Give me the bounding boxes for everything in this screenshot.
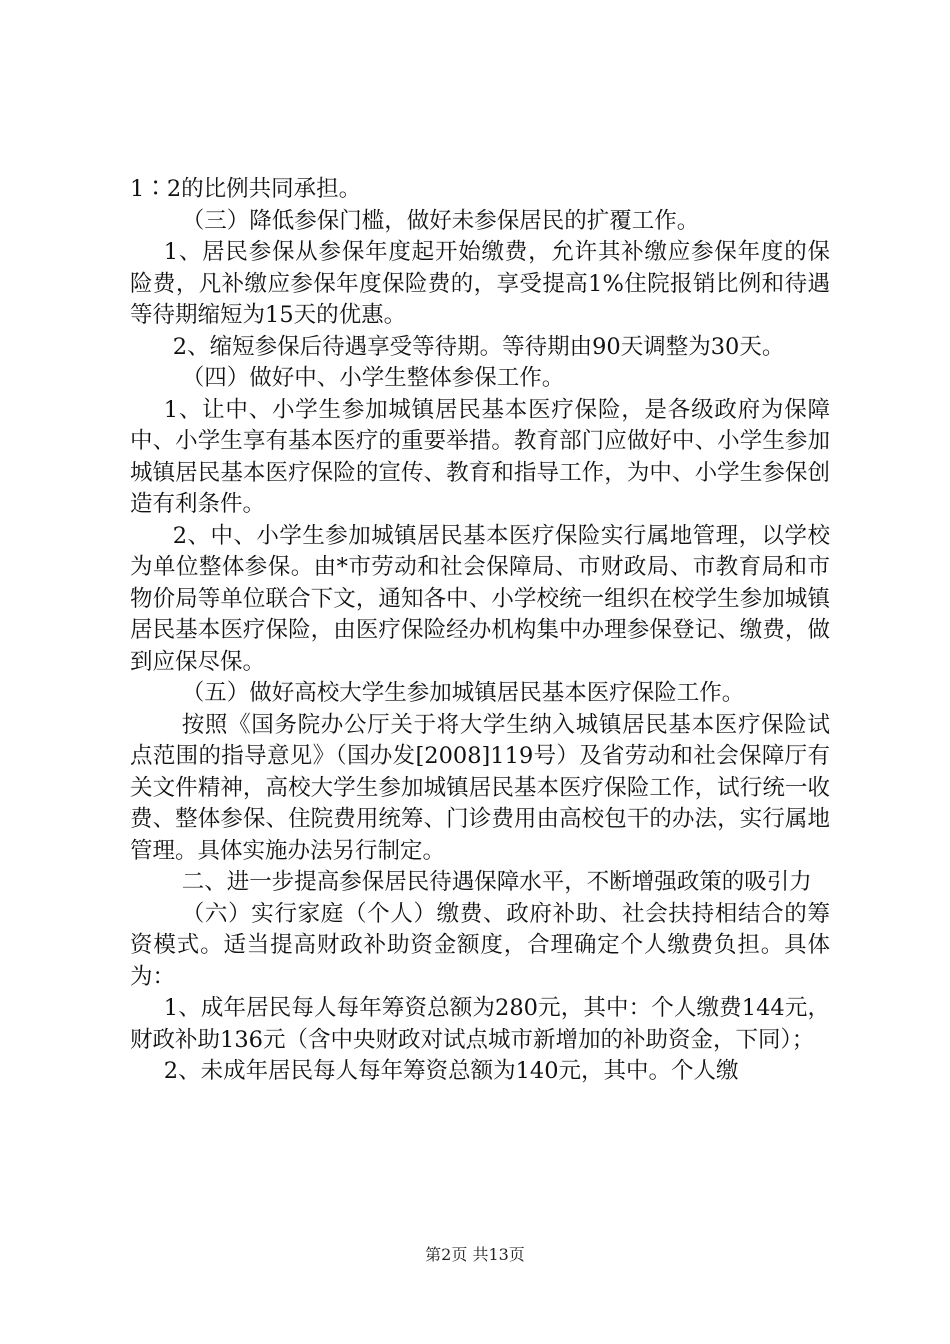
paragraph-continuation: 1∶2的比例共同承担。 (130, 176, 362, 202)
paragraph-6-1: 1、成年居民每人每年筹资总额为280元，其中：个人缴费144元，财政补助136元（含中央财政对试点城市新增加的补助资金，下同）； (130, 995, 830, 1053)
paragraph-3-2: 2、缩短参保后待遇享受等待期。等待期由90天调整为30天。 (172, 333, 785, 360)
page-footer (0, 1245, 950, 1265)
paragraph-4-1: 1、让中、小学生参加城镇居民基本医疗保险，是各级政府为保障中、小学生享有基本医疗的重要举措。教育部门应做好中、小学生参加城镇居民基本医疗保险的宣传、教育和指导工作，为中、小学生参保创造有利条件。 (130, 396, 830, 517)
chapter-heading-2: 二、进一步提高参保居民待遇保障水平，不断增强政策的吸引力 (181, 869, 812, 895)
section-heading-5: （五）做好高校大学生参加城镇居民基本医疗保险工作。 (181, 680, 745, 706)
paragraph-6-2: 2、未成年居民每人每年筹资总额为140元，其中。个人缴 (163, 1058, 739, 1084)
document-body (130, 174, 830, 1088)
section-heading-6: （六）实行家庭（个人）缴费、政府补助、社会扶持相结合的筹资模式。适当提高财政补助资金额度，合理确定个人缴费负担。具体为： (130, 900, 830, 990)
paragraph-4-2: 2、中、小学生参加城镇居民基本医疗保险实行属地管理，以学校为单位整体参保。由*市劳动和社会保障局、市财政局、市教育局和市物价局等单位联合下文，通知各中、小学校统一组织在校学生参加城镇居民基本医疗保险，由医疗保险经办机构集中办理参保登记、缴费，做到应保尽保。 (130, 522, 830, 675)
section-heading-3: （三）降低参保门槛，做好未参保居民的扩覆工作。 (181, 207, 700, 234)
page-number: 第2页 共13页 (425, 1245, 525, 1264)
paragraph-3-1: 1、居民参保从参保年度起开始缴费，允许其补缴应参保年度的保险费，凡补缴应参保年度保险费的，享受提高1%住院报销比例和待遇等待期缩短为15天的优惠。 (130, 239, 830, 328)
paragraph-5-1: 按照《国务院办公厅关于将大学生纳入城镇居民基本医疗保险试点范围的指导意见》（国办发[2008]119号）及省劳动和社会保障厅有关文件精神，高校大学生参加城镇居民基本医疗保险工作，试行统一收费、整体参保、住院费用统筹、门诊费用由高校包干的办法，实行属地管理。具体实施办法另行制定。 (130, 711, 830, 864)
section-heading-4: （四）做好中、小学生整体参保工作。 (181, 365, 565, 391)
